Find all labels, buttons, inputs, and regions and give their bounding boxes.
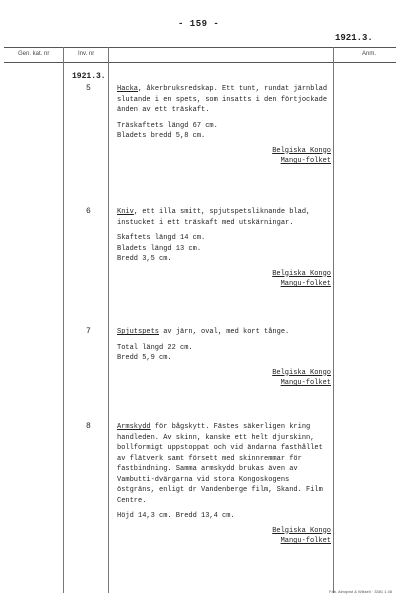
entry-text [117, 207, 331, 290]
entry-text [117, 327, 331, 389]
inventory-number: 7 [86, 327, 91, 336]
culture-people: Mangu-folket [280, 280, 331, 288]
measurement: Bladets bredd 5,8 cm. [117, 132, 206, 140]
object-name: Armskydd [117, 423, 151, 431]
culture-label [117, 526, 331, 547]
measurement: Total längd 22 cm. [117, 343, 193, 352]
culture-region: Belgiska Kongo [272, 146, 331, 155]
inventory-number: 5 [86, 84, 91, 93]
page-number: - 159 - [178, 19, 220, 29]
column-header-anm: Anm. [362, 51, 377, 57]
measurement: Träskaftets längd 67 cm. [117, 121, 218, 130]
measurement: Höjd 14,3 cm. Bredd 13,4 cm. [117, 512, 235, 520]
entry-description [117, 84, 331, 116]
entry-year: 1921.3. [72, 72, 106, 81]
column-divider [333, 47, 334, 593]
culture-label [117, 146, 331, 167]
inventory-number: 8 [86, 422, 91, 431]
culture-region: Belgiska Kongo [272, 269, 331, 278]
culture-people: Mangu-folket [280, 157, 331, 165]
column-header-inv-nr: Inv. nr [78, 51, 95, 57]
column-header-gen-kat: Gen. kat. nr [18, 51, 50, 57]
entry-text [117, 84, 331, 167]
culture-label [117, 368, 331, 389]
description-text: , ett illa smitt, spjutspetsliknande blad, instucket i ett träskaft med utskärningar. [117, 208, 311, 227]
object-name: Kniv [117, 208, 134, 216]
inventory-number: 6 [86, 207, 91, 216]
culture-people: Mangu-folket [280, 379, 331, 387]
culture-people: Mangu-folket [280, 537, 331, 545]
object-name: Hacka [117, 85, 139, 93]
measurement: Bredd 3,5 cm. [117, 255, 172, 263]
column-divider [63, 47, 64, 593]
entry-description [117, 207, 331, 228]
measurement: Skaftets längd 14 cm. [117, 234, 206, 242]
measurement: Bladets längd 13 cm. [117, 244, 202, 253]
description-text: för bågskytt. Fästes säkerligen kring handleden. Av skinn, kanske ett helt djurskinn, bollformigt uppstoppat och vid ändarna fasthållet av flätverk samt försett med skinnremmar för fastbindning. Samma armskydd brukas även av Vambutti-dvärgarna vid stora Kongoskogens östgräns, enligt dr Vandenberge film, Skand. Film Centre. [117, 423, 323, 505]
entry-text [117, 422, 331, 547]
printer-imprint: Fab. Almqvist & Wiksell · 3381 1 48 [329, 589, 392, 594]
culture-region: Belgiska Kongo [272, 526, 331, 535]
culture-label [117, 269, 331, 290]
header-year: 1921.3. [335, 33, 373, 43]
object-name: Spjutspets [117, 328, 160, 336]
culture-region: Belgiska Kongo [272, 368, 331, 377]
description-text: av järn, oval, med kort tånge. [159, 328, 290, 336]
column-divider [108, 47, 109, 593]
entry-description [117, 327, 331, 338]
entry-description [117, 422, 331, 506]
description-text: , åkerbruksredskap. Ett tunt, rundat järnblad slutande i en spets, som insatts i den förtjockade änden av ett träskaft. [117, 85, 328, 114]
measurement: Bredd 5,9 cm. [117, 354, 172, 362]
